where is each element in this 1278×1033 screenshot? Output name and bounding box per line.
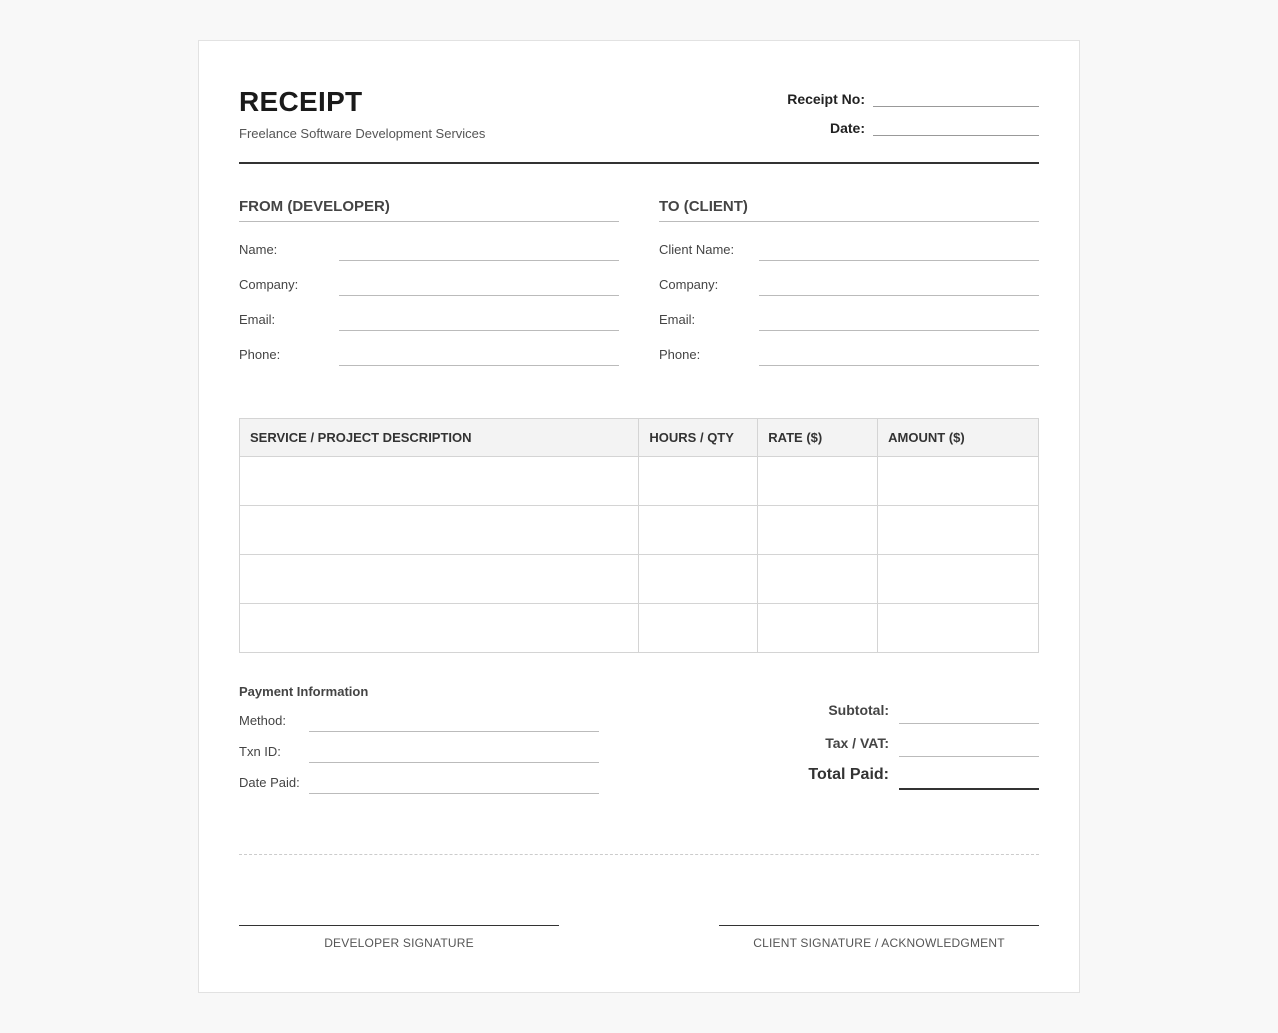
payment-date-label: Date Paid: <box>239 775 300 790</box>
col-hours-qty: HOURS / QTY <box>639 419 758 457</box>
total-paid-field[interactable] <box>899 757 1039 790</box>
client-signature-label: CLIENT SIGNATURE / ACKNOWLEDGMENT <box>753 936 1005 950</box>
receipt-no-row <box>745 89 1039 107</box>
payment-txn-label: Txn ID: <box>239 744 281 759</box>
totals-section <box>808 691 1039 790</box>
to-email-field[interactable] <box>759 296 1039 331</box>
payment-information <box>239 684 599 794</box>
table-cell[interactable] <box>240 555 639 604</box>
payment-method-label: Method: <box>239 713 286 728</box>
developer-signature-line[interactable] <box>239 925 559 926</box>
to-email-label: Email: <box>659 312 696 327</box>
from-name-label: Name: <box>239 242 278 257</box>
subtotal-row <box>808 691 1039 724</box>
total-paid-label: Total Paid: <box>808 766 889 783</box>
page-title: RECEIPT <box>239 86 363 117</box>
payment-date-field[interactable] <box>309 763 599 794</box>
payment-title: Payment Information <box>239 684 369 699</box>
to-phone-row <box>659 331 1039 366</box>
table-cell[interactable] <box>758 506 878 555</box>
to-company-label: Company: <box>659 277 719 292</box>
from-email-field[interactable] <box>339 296 619 331</box>
to-phone-field[interactable] <box>759 331 1039 366</box>
col-rate: RATE ($) <box>758 419 878 457</box>
payment-method-field[interactable] <box>309 701 599 732</box>
payment-method-row <box>239 701 599 732</box>
from-company-label: Company: <box>239 277 299 292</box>
date-row <box>745 118 1039 136</box>
table-row <box>240 457 1039 506</box>
table-cell[interactable] <box>758 457 878 506</box>
col-description: SERVICE / PROJECT DESCRIPTION <box>240 419 639 457</box>
from-developer-section <box>239 198 619 366</box>
receipt-no-field[interactable] <box>873 89 1039 107</box>
payment-txn-field[interactable] <box>309 732 599 763</box>
date-field[interactable] <box>873 118 1039 136</box>
col-amount: AMOUNT ($) <box>878 419 1039 457</box>
from-email-label: Email: <box>239 312 276 327</box>
to-company-field[interactable] <box>759 261 1039 296</box>
table-cell[interactable] <box>878 555 1039 604</box>
page-subtitle: Freelance Software Development Services <box>239 126 486 141</box>
subtotal-label: Subtotal: <box>828 702 889 718</box>
tax-label: Tax / VAT: <box>825 735 889 751</box>
developer-signature <box>239 925 559 950</box>
from-phone-row <box>239 331 619 366</box>
table-cell[interactable] <box>878 506 1039 555</box>
from-phone-label: Phone: <box>239 347 281 362</box>
table-row <box>240 506 1039 555</box>
to-client-name-field[interactable] <box>759 226 1039 261</box>
table-row <box>240 555 1039 604</box>
table-cell[interactable] <box>240 457 639 506</box>
date-label: Date: <box>829 120 865 136</box>
to-client-name-label: Client Name: <box>659 242 735 257</box>
receipt-sheet <box>198 40 1080 993</box>
to-client-section <box>659 198 1039 366</box>
from-company-row <box>239 261 619 296</box>
to-title: TO (CLIENT) <box>659 198 1039 222</box>
table-cell[interactable] <box>639 555 758 604</box>
from-name-field[interactable] <box>339 226 619 261</box>
table-header-row <box>240 419 1039 457</box>
table-cell[interactable] <box>758 604 878 653</box>
services-table <box>239 418 1039 653</box>
payment-txn-row <box>239 732 599 763</box>
developer-signature-label: DEVELOPER SIGNATURE <box>324 936 474 950</box>
subtotal-field[interactable] <box>899 691 1039 724</box>
from-phone-field[interactable] <box>339 331 619 366</box>
section-divider <box>239 854 1039 855</box>
tax-field[interactable] <box>899 724 1039 757</box>
to-email-row <box>659 296 1039 331</box>
to-company-row <box>659 261 1039 296</box>
client-signature <box>719 925 1039 950</box>
table-cell[interactable] <box>878 604 1039 653</box>
receipt-no-label: Receipt No: <box>787 91 865 107</box>
from-name-row <box>239 226 619 261</box>
from-company-field[interactable] <box>339 261 619 296</box>
tax-row <box>808 724 1039 757</box>
table-cell[interactable] <box>758 555 878 604</box>
receipt-header <box>239 41 1039 164</box>
table-cell[interactable] <box>240 604 639 653</box>
payment-date-row <box>239 763 599 794</box>
client-signature-line[interactable] <box>719 925 1039 926</box>
table-cell[interactable] <box>639 604 758 653</box>
table-cell[interactable] <box>639 506 758 555</box>
to-phone-label: Phone: <box>659 347 701 362</box>
table-cell[interactable] <box>878 457 1039 506</box>
table-row <box>240 604 1039 653</box>
from-email-row <box>239 296 619 331</box>
table-cell[interactable] <box>639 457 758 506</box>
to-client-name-row <box>659 226 1039 261</box>
table-cell[interactable] <box>240 506 639 555</box>
total-paid-row <box>808 757 1039 790</box>
parties-section <box>239 164 1039 418</box>
from-title: FROM (DEVELOPER) <box>239 198 619 222</box>
